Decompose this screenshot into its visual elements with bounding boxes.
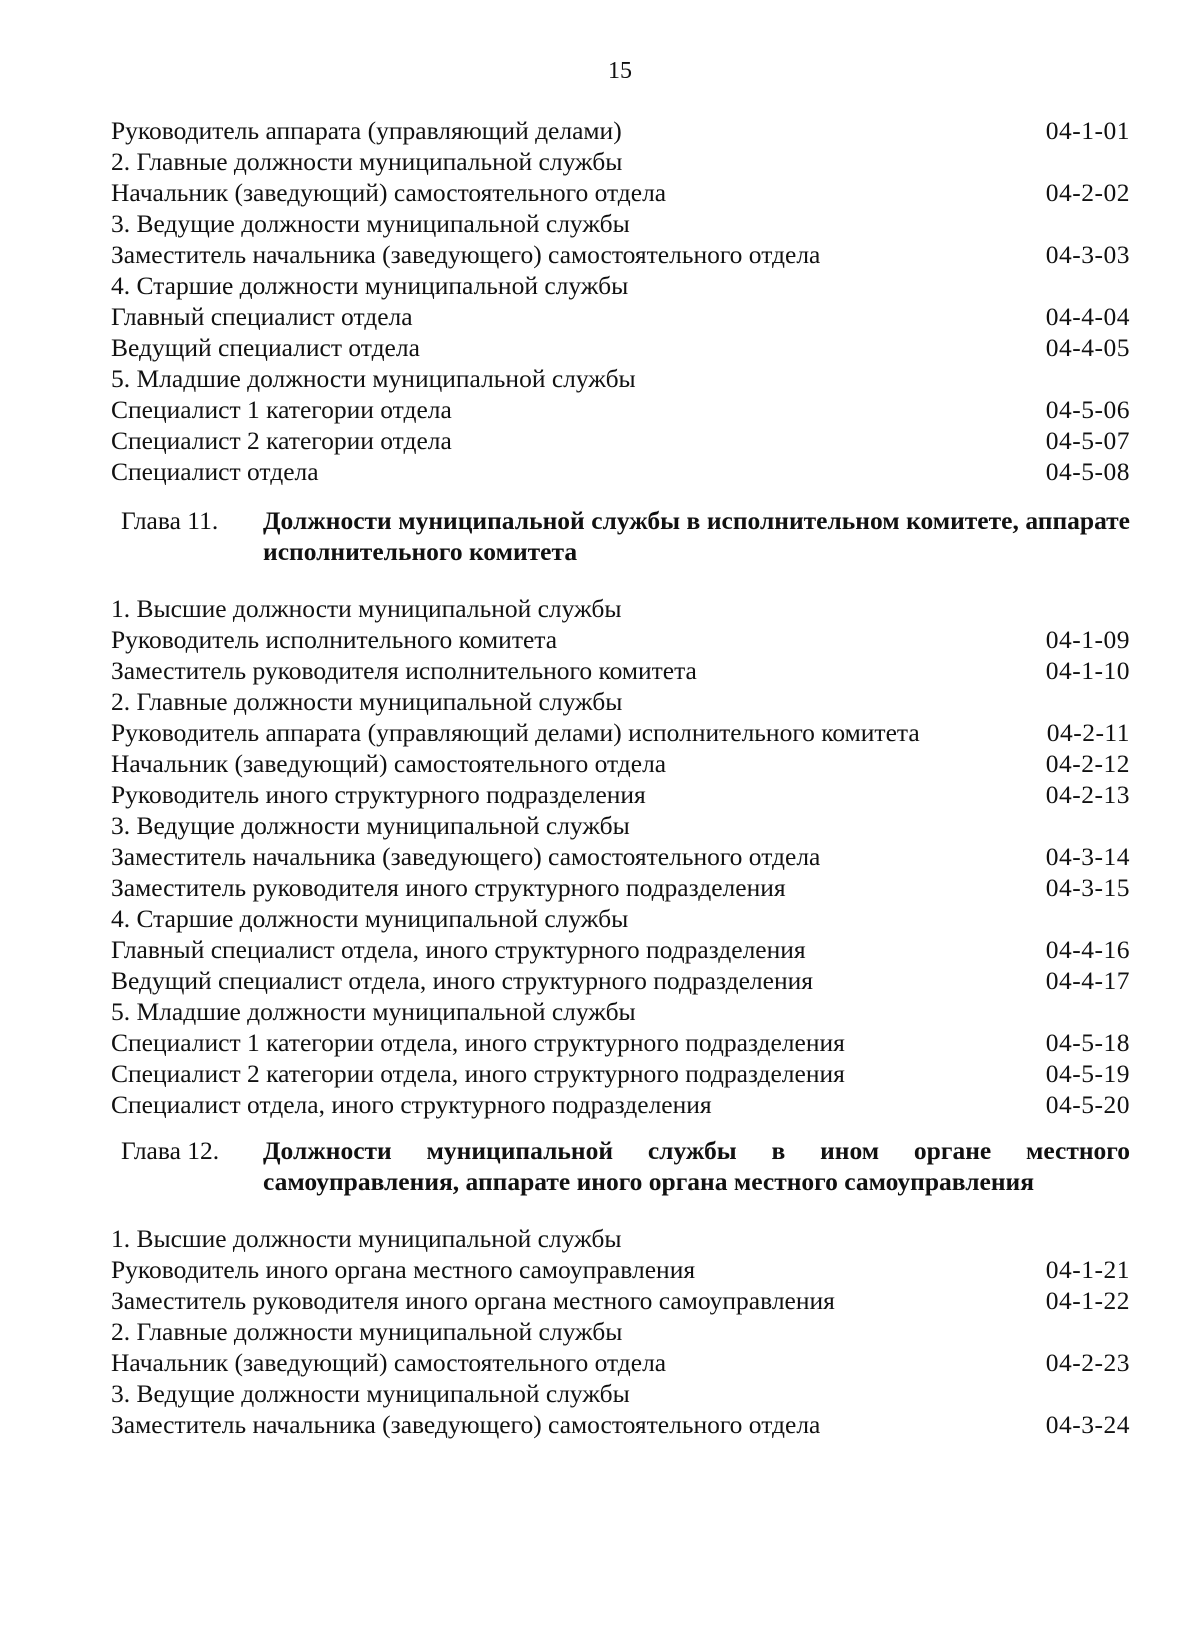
position-row — [111, 1089, 1130, 1120]
position-title: Руководитель исполнительного комитета — [111, 625, 558, 654]
position-code: 04-3-15 — [1045, 873, 1130, 902]
position-code: 04-5-18 — [1045, 1028, 1130, 1057]
position-code: 04-2-12 — [1045, 749, 1130, 778]
position-title: Начальник (заведующий) самостоятельного отдела — [111, 749, 667, 778]
position-title: Главный специалист отдела — [111, 302, 413, 331]
category-heading — [111, 686, 1130, 717]
position-title: Ведущий специалист отдела — [111, 333, 420, 362]
position-row — [111, 624, 1130, 655]
position-title: Специалист 2 категории отдела — [111, 426, 452, 455]
position-title: Руководитель аппарата (управляющий делами) — [111, 116, 622, 145]
position-code: 04-4-16 — [1045, 935, 1130, 964]
position-title: Специалист отдела, иного структурного подразделения — [111, 1090, 712, 1119]
position-row — [111, 934, 1130, 965]
position-code: 04-5-06 — [1045, 395, 1130, 424]
position-row — [111, 456, 1130, 487]
position-row — [111, 239, 1130, 270]
chapter-12-heading — [121, 1135, 1130, 1197]
category-label: 4. Старшие должности муниципальной службы — [111, 904, 629, 933]
position-row — [111, 115, 1130, 146]
category-heading — [111, 208, 1130, 239]
position-row — [111, 1285, 1130, 1316]
category-label: 5. Младшие должности муниципальной службы — [111, 997, 636, 1026]
position-title: Заместитель руководителя иного органа местного самоуправления — [111, 1286, 835, 1315]
position-code: 04-1-10 — [1045, 656, 1130, 685]
position-list-chapter-12 — [111, 1223, 1130, 1440]
position-row — [111, 332, 1130, 363]
position-code: 04-2-13 — [1045, 780, 1130, 809]
category-heading — [111, 270, 1130, 301]
category-label: 3. Ведущие должности муниципальной службы — [111, 209, 630, 238]
category-heading — [111, 1378, 1130, 1409]
page-number: 15 — [608, 58, 632, 84]
position-title: Специалист отдела — [111, 457, 319, 486]
chapter-number: Глава 11. — [121, 506, 219, 535]
category-label: 2. Главные должности муниципальной службы — [111, 1317, 623, 1346]
category-label: 2. Главные должности муниципальной службы — [111, 147, 623, 176]
category-heading — [111, 810, 1130, 841]
category-label: 2. Главные должности муниципальной службы — [111, 687, 623, 716]
position-title: Начальник (заведующий) самостоятельного отдела — [111, 1348, 667, 1377]
position-row — [111, 717, 1130, 748]
position-title: Заместитель начальника (заведующего) самостоятельного отдела — [111, 1410, 821, 1439]
position-code: 04-5-08 — [1045, 457, 1130, 486]
position-code: 04-5-20 — [1045, 1090, 1130, 1119]
position-title: Руководитель аппарата (управляющий делами) исполнительного комитета — [111, 718, 920, 747]
category-heading — [111, 1316, 1130, 1347]
category-label: 1. Высшие должности муниципальной службы — [111, 594, 622, 623]
category-label: 4. Старшие должности муниципальной службы — [111, 271, 629, 300]
position-code: 04-2-11 — [1046, 718, 1130, 747]
position-title: Заместитель руководителя исполнительного комитета — [111, 656, 697, 685]
position-row — [111, 1347, 1130, 1378]
position-code: 04-3-14 — [1045, 842, 1130, 871]
position-code: 04-1-21 — [1045, 1255, 1130, 1284]
position-code: 04-4-17 — [1045, 966, 1130, 995]
category-heading — [111, 363, 1130, 394]
category-label: 1. Высшие должности муниципальной службы — [111, 1224, 622, 1253]
position-row — [111, 872, 1130, 903]
position-title: Заместитель начальника (заведующего) самостоятельного отдела — [111, 842, 821, 871]
position-row — [111, 1254, 1130, 1285]
position-code: 04-4-05 — [1045, 333, 1130, 362]
position-code: 04-3-03 — [1045, 240, 1130, 269]
position-title: Заместитель начальника (заведующего) самостоятельного отдела — [111, 240, 821, 269]
position-title: Ведущий специалист отдела, иного структурного подразделения — [111, 966, 813, 995]
position-row — [111, 1027, 1130, 1058]
category-label: 3. Ведущие должности муниципальной службы — [111, 811, 630, 840]
chapter-title: Должности муниципальной службы в ином органе местного самоуправления, аппарате иного органа местного самоуправления — [263, 1136, 1130, 1196]
position-row — [111, 177, 1130, 208]
position-row — [111, 841, 1130, 872]
position-code: 04-1-01 — [1045, 116, 1130, 145]
position-code: 04-5-07 — [1045, 426, 1130, 455]
position-row — [111, 425, 1130, 456]
position-code: 04-2-23 — [1045, 1348, 1130, 1377]
position-code: 04-1-09 — [1045, 625, 1130, 654]
position-title: Заместитель руководителя иного структурного подразделения — [111, 873, 786, 902]
position-title: Руководитель иного структурного подразделения — [111, 780, 646, 809]
position-code: 04-5-19 — [1045, 1059, 1130, 1088]
position-code: 04-4-04 — [1045, 302, 1130, 331]
category-heading — [111, 1223, 1130, 1254]
category-heading — [111, 593, 1130, 624]
position-row — [111, 301, 1130, 332]
position-title: Начальник (заведующий) самостоятельного отдела — [111, 178, 667, 207]
position-row — [111, 748, 1130, 779]
chapter-11-heading — [121, 505, 1130, 567]
position-code: 04-2-02 — [1045, 178, 1130, 207]
category-heading — [111, 146, 1130, 177]
position-row — [111, 394, 1130, 425]
category-heading — [111, 903, 1130, 934]
position-row — [111, 965, 1130, 996]
position-title: Руководитель иного органа местного самоуправления — [111, 1255, 696, 1284]
position-row — [111, 779, 1130, 810]
position-list-top — [111, 115, 1130, 487]
position-row — [111, 1409, 1130, 1440]
category-label: 3. Ведущие должности муниципальной службы — [111, 1379, 630, 1408]
position-title: Специалист 2 категории отдела, иного структурного подразделения — [111, 1059, 845, 1088]
category-heading — [111, 996, 1130, 1027]
chapter-number: Глава 12. — [121, 1136, 220, 1165]
position-title: Специалист 1 категории отдела — [111, 395, 452, 424]
position-title: Специалист 1 категории отдела, иного структурного подразделения — [111, 1028, 845, 1057]
position-title: Главный специалист отдела, иного структурного подразделения — [111, 935, 806, 964]
position-row — [111, 655, 1130, 686]
position-list-chapter-11 — [111, 593, 1130, 1120]
category-label: 5. Младшие должности муниципальной службы — [111, 364, 636, 393]
position-code: 04-3-24 — [1045, 1410, 1130, 1439]
chapter-title: Должности муниципальной службы в исполнительном комитете, аппарате исполнительного комитета — [263, 506, 1130, 566]
position-code: 04-1-22 — [1045, 1286, 1130, 1315]
position-row — [111, 1058, 1130, 1089]
